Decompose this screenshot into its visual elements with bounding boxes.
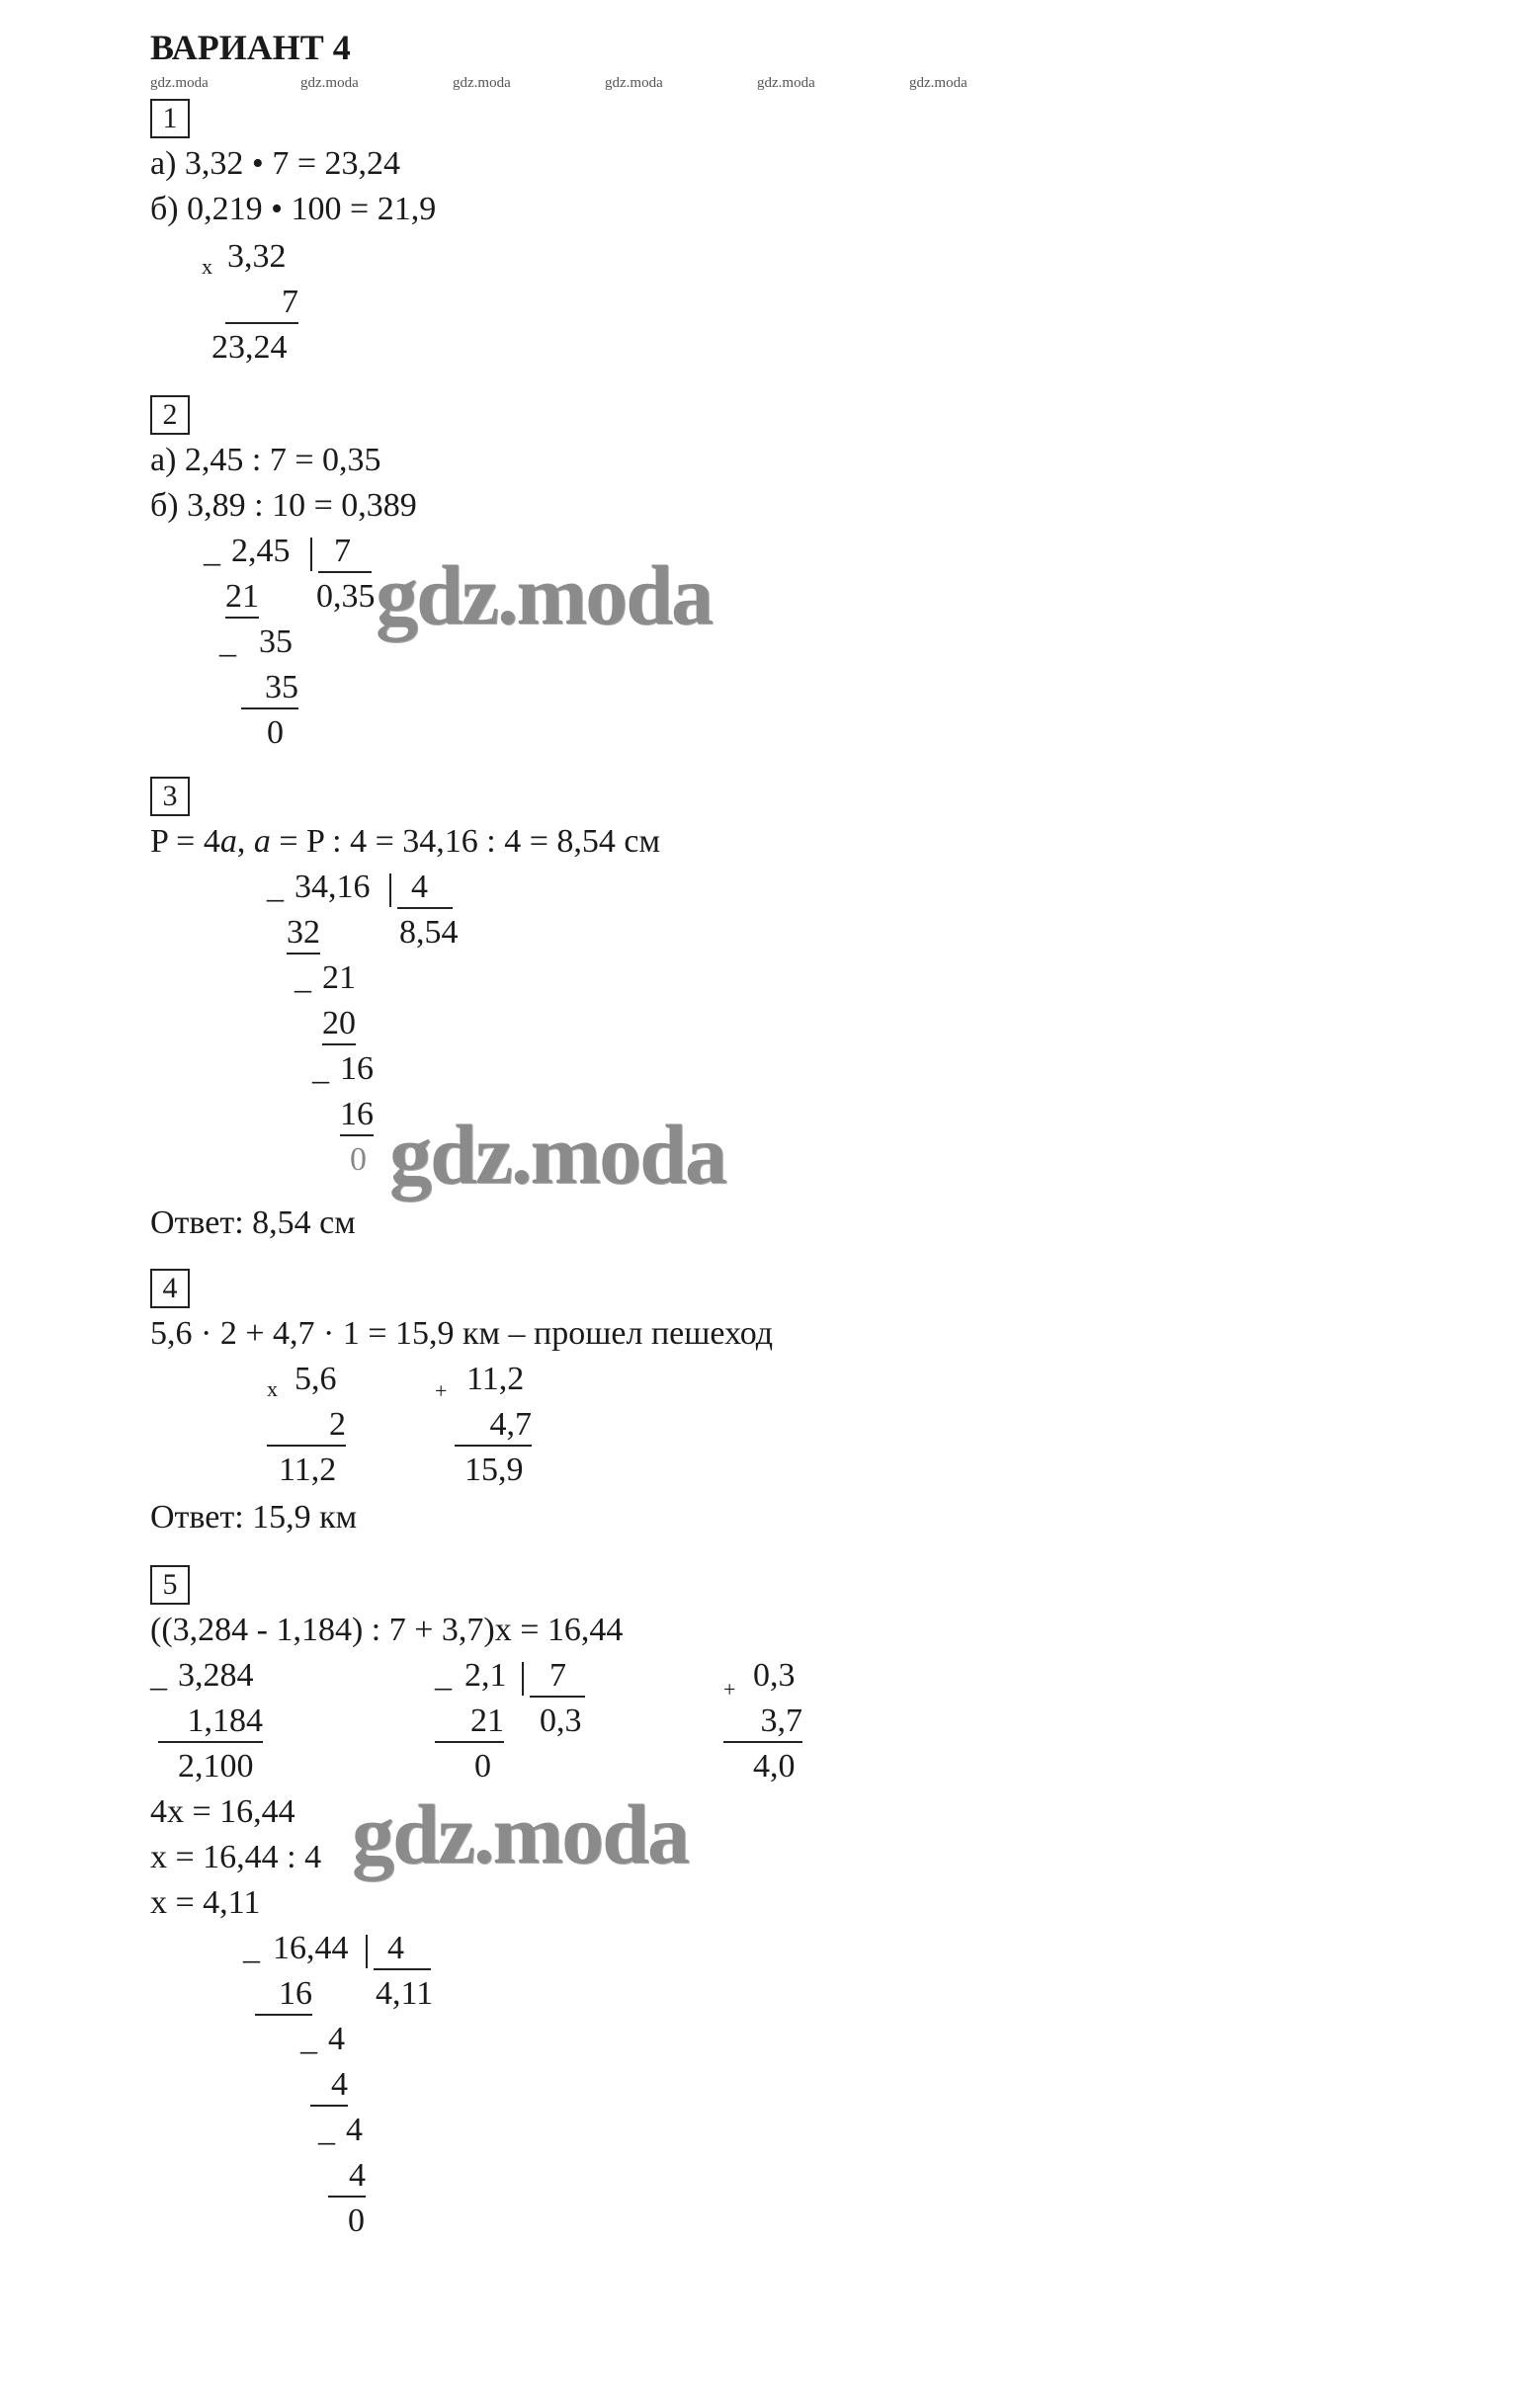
equation-line: x = 16,44 : 4 (150, 1839, 322, 1875)
add-result: 4,0 (753, 1748, 796, 1785)
small-watermark: gdz.moda (453, 75, 511, 91)
mult-result: 11,2 (279, 1452, 337, 1488)
add-result: 15,9 (464, 1452, 524, 1488)
minus-sign: _ (435, 1657, 452, 1694)
div-dividend: 2,1 (464, 1657, 507, 1694)
task2-line-b: б) 3,89 : 10 = 0,389 (150, 487, 417, 524)
div-subtract: 32 (287, 913, 320, 955)
div-divisor: 7 (530, 1656, 585, 1698)
div-remainder: 4 (328, 2021, 345, 2057)
task1-line-a: а) 3,32 • 7 = 23,24 (150, 145, 400, 182)
div-quotient: 0,35 (316, 578, 376, 615)
mult-result: 23,24 (211, 329, 288, 366)
task3-line: P = 4a, a = P : 4 = 34,16 : 4 = 8,54 см (150, 823, 660, 860)
mult-top: 3,32 (227, 238, 287, 275)
div-remainder: 35 (259, 623, 293, 660)
multiply-sign: x (202, 254, 212, 279)
task-number-box: 1 (150, 99, 190, 138)
add-top: 0,3 (753, 1657, 796, 1694)
div-quotient: 0,3 (540, 1702, 582, 1739)
minus-sign: _ (318, 2112, 335, 2148)
minus-sign: _ (243, 1930, 260, 1966)
minus-sign: _ (300, 2021, 317, 2057)
div-subtract: 20 (322, 1004, 356, 1045)
task4-answer: Ответ: 15,9 км (150, 1499, 358, 1536)
div-remainder: 0 (348, 2202, 365, 2239)
minus-sign: _ (294, 959, 311, 996)
div-remainder: 0 (267, 714, 284, 751)
watermark: gdz.moda (352, 1786, 688, 1881)
mult-bottom: 7 (225, 283, 298, 324)
div-subtract: 16 (255, 1974, 312, 2016)
division-bracket (522, 1662, 524, 1696)
minus-sign: _ (312, 1050, 329, 1087)
task-number-box: 5 (150, 1565, 190, 1605)
add-bottom: 3,7 (723, 1702, 802, 1743)
division-bracket (366, 1935, 368, 1968)
div-subtract: 21 (225, 577, 259, 619)
div-remainder: 16 (340, 1050, 374, 1087)
div-dividend: 2,45 (231, 533, 291, 569)
small-watermark: gdz.moda (605, 75, 663, 91)
div-divisor: 4 (397, 868, 453, 909)
multiply-sign: x (267, 1376, 278, 1401)
page-title: ВАРИАНТ 4 (150, 28, 351, 67)
task2-line-a: а) 2,45 : 7 = 0,35 (150, 442, 381, 478)
plus-sign: + (723, 1677, 736, 1702)
division-bracket (389, 873, 391, 907)
add-bottom: 4,7 (455, 1405, 532, 1447)
minus-sign: _ (150, 1657, 167, 1694)
minus-sign: _ (219, 623, 236, 660)
add-top: 11,2 (466, 1361, 525, 1397)
mult-top: 5,6 (294, 1361, 337, 1397)
minus-sign: _ (204, 533, 220, 569)
small-watermark: gdz.moda (909, 75, 967, 91)
div-quotient: 4,11 (376, 1975, 434, 2012)
watermark: gdz.moda (389, 1107, 725, 1202)
div-remainder: 21 (322, 959, 356, 996)
minus-sign: _ (267, 869, 284, 905)
div-divisor: 4 (374, 1929, 431, 1970)
division-bracket (310, 538, 312, 571)
div-subtract: 35 (241, 668, 298, 709)
task5-line: ((3,284 - 1,184) : 7 + 3,7)x = 16,44 (150, 1612, 624, 1648)
div-remainder: 0 (350, 1141, 367, 1178)
small-watermark: gdz.moda (300, 75, 359, 91)
task4-line: 5,6 · 2 + 4,7 · 1 = 15,9 км – прошел пешеход (150, 1315, 774, 1352)
equation-line: x = 4,11 (150, 1884, 261, 1921)
div-remainder: 0 (474, 1748, 491, 1785)
sub-bottom: 1,184 (158, 1702, 263, 1743)
plus-sign: + (435, 1378, 448, 1403)
sub-result: 2,100 (178, 1748, 254, 1785)
task3-answer: Ответ: 8,54 см (150, 1204, 356, 1241)
small-watermark: gdz.moda (757, 75, 815, 91)
task-number-box: 4 (150, 1269, 190, 1308)
task-number-box: 3 (150, 777, 190, 816)
div-subtract: 4 (328, 2156, 366, 2198)
div-dividend: 34,16 (294, 869, 371, 905)
mult-bottom: 2 (267, 1405, 346, 1447)
watermark: gdz.moda (376, 547, 712, 642)
equation-line: 4x = 16,44 (150, 1793, 295, 1830)
sub-top: 3,284 (178, 1657, 254, 1694)
div-subtract: 16 (340, 1095, 374, 1136)
div-remainder: 4 (346, 2112, 363, 2148)
div-subtract: 21 (435, 1702, 504, 1743)
task-number-box: 2 (150, 395, 190, 435)
div-divisor: 7 (318, 532, 372, 573)
div-subtract: 4 (310, 2065, 348, 2107)
small-watermark: gdz.moda (150, 75, 209, 91)
div-dividend: 16,44 (273, 1930, 349, 1966)
task1-line-b: б) 0,219 • 100 = 21,9 (150, 191, 437, 227)
div-quotient: 8,54 (399, 914, 459, 951)
